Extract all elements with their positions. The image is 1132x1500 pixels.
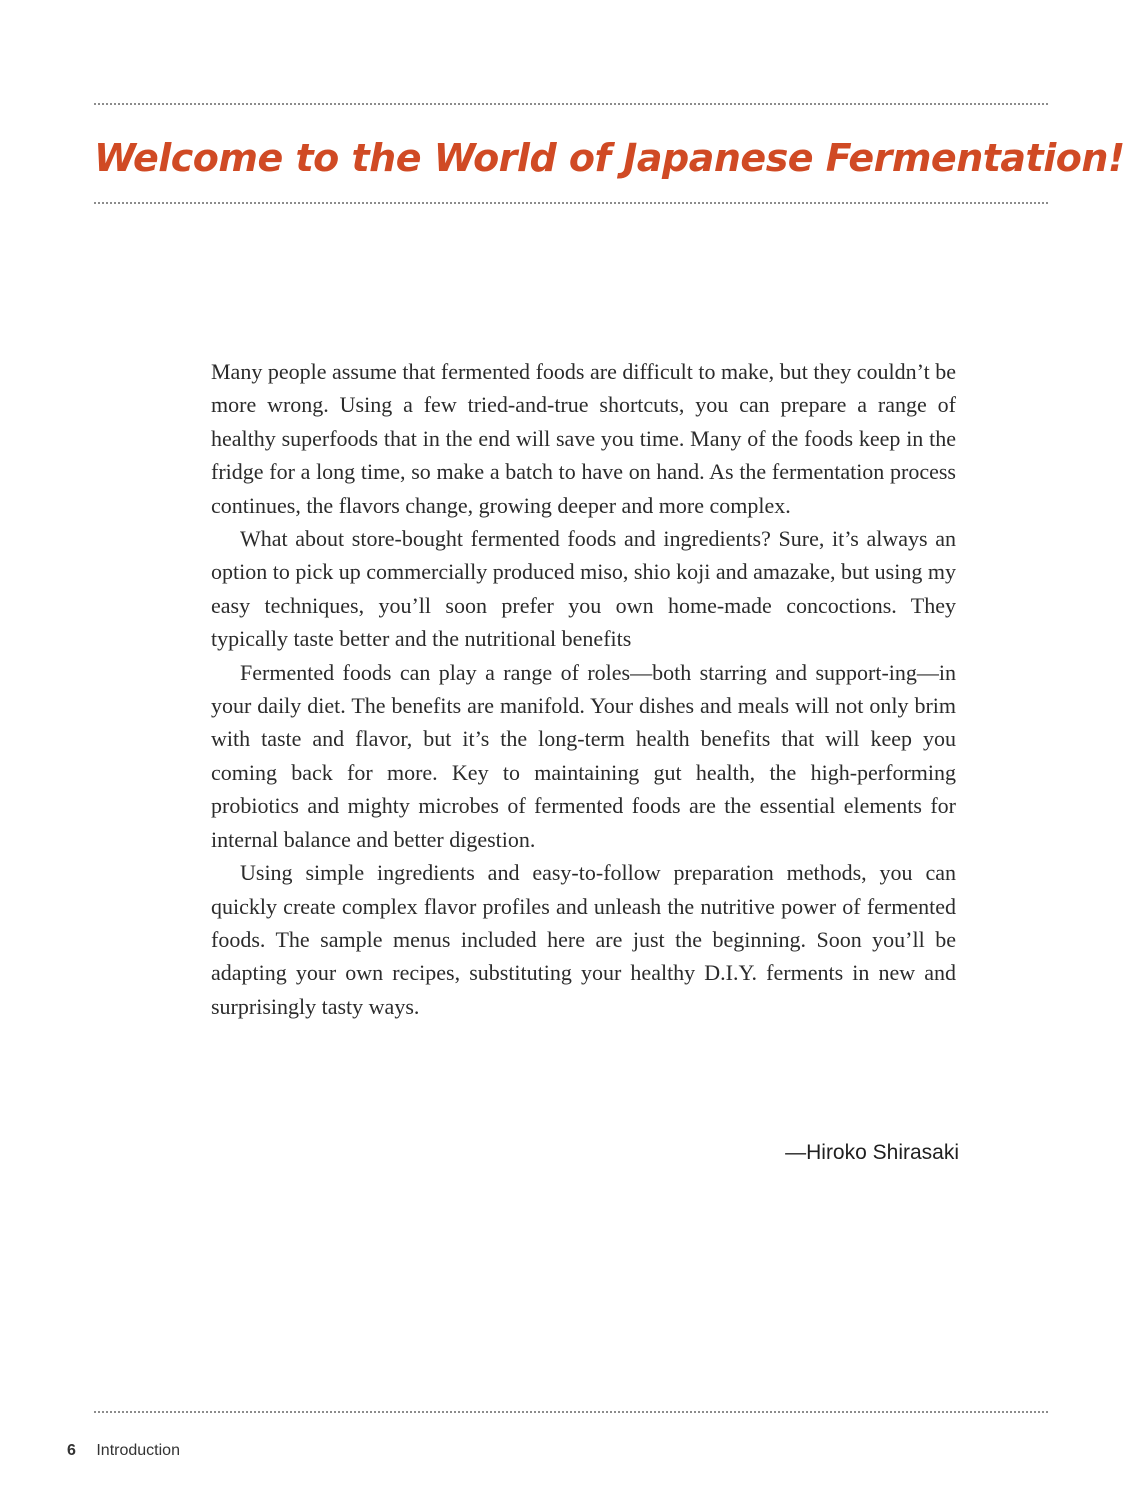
paragraph-1: Many people assume that fermented foods are difficult to make, but they couldn’t be more wrong. Using a few tried-and-true shortcuts, you can prepare a range of healthy superfoods that in the end will save you time. Many of the foods keep in the fridge for a long time, so make a batch to have on hand. As the fermentation process continues, the flavors change, growing deeper and more complex. (211, 359, 956, 518)
paragraph-4: Using simple ingredients and easy-to-follow preparation methods, you can quickly create complex flavor profiles and unleash the nutritive power of fermented foods. The sample menus included here are just the beginning. Soon you’ll be adapting your own recipes, substituting your healthy D.I.Y. ferments in new and surprisingly tasty ways. (211, 860, 956, 1019)
footer-dotted-rule (94, 1411, 1048, 1413)
paragraph-2: What about store-bought fermented foods and ingredients? Sure, it’s always an option to pick up commercially produced miso, shio koji and amazake, but using my easy techniques, you’ll soon prefer you own home-made concoctions. They typically taste better and the nutritional benefits (211, 526, 956, 652)
title-bottom-dotted-rule (94, 202, 1048, 204)
page-number: 6 (67, 1442, 76, 1459)
page-footer (67, 1440, 180, 1462)
author-signature: —Hiroko Shirasaki (785, 1141, 959, 1164)
section-name: Introduction (96, 1442, 180, 1459)
paragraph-3: Fermented foods can play a range of roles—both starring and support-ing—in your daily diet. The benefits are manifold. Your dishes and meals will not only brim with taste and flavor, but it’s the long-term health benefits that will keep you coming back for more. Key to maintaining gut health, the high-performing probiotics and mighty microbes of fermented foods are the essential elements for internal balance and better digestion. (211, 659, 956, 852)
top-dotted-rule (94, 103, 1048, 105)
page-title: Welcome to the World of Japanese Fermentation! (94, 136, 1125, 180)
intro-body (211, 355, 956, 1023)
